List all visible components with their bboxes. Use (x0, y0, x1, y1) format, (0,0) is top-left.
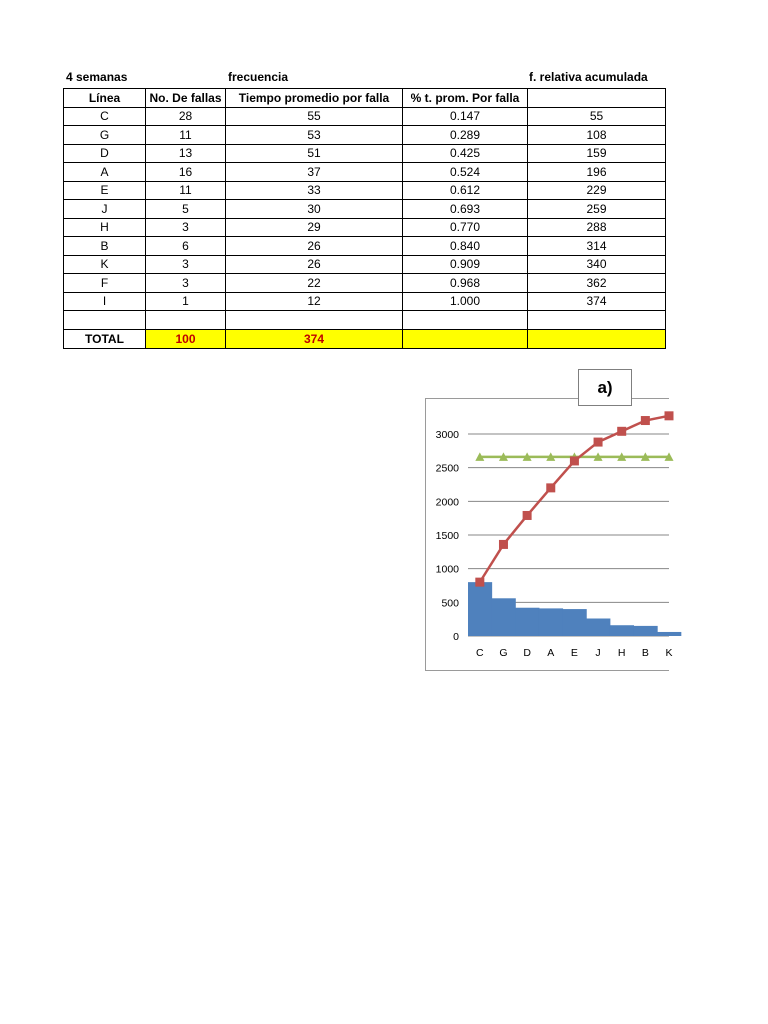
table-cell: 3 (146, 274, 226, 293)
bar (515, 608, 539, 636)
table-cell: 0.612 (403, 181, 528, 200)
table-cell: 6 (146, 237, 226, 256)
column-header: % t. prom. Por falla (403, 89, 528, 108)
header-cumulative: f. relativa acumulada (529, 70, 648, 84)
x-tick-label: H (617, 647, 626, 659)
table-cell: 196 (528, 163, 666, 182)
table-cell: 1 (146, 292, 226, 311)
table-cell: 28 (146, 107, 226, 126)
table-cell: 37 (226, 163, 403, 182)
pareto-chart (425, 398, 673, 671)
table-row (64, 163, 666, 182)
table-cell: 26 (226, 237, 403, 256)
table-cell: 3 (146, 255, 226, 274)
table-cell: 16 (146, 163, 226, 182)
table-cell: 288 (528, 218, 666, 237)
table-cell: 362 (528, 274, 666, 293)
table-cell: I (64, 292, 146, 311)
table-cell: 314 (528, 237, 666, 256)
bar (563, 609, 587, 636)
data-table (63, 88, 666, 349)
total-label: TOTAL (64, 330, 146, 349)
bar (539, 608, 563, 636)
table-cell: 259 (528, 200, 666, 219)
table-cell: G (64, 126, 146, 145)
x-tick-label: J (595, 647, 601, 659)
table-cell: 1.000 (403, 292, 528, 311)
table-cell: 22 (226, 274, 403, 293)
table-cell: 11 (146, 181, 226, 200)
table-cell: 108 (528, 126, 666, 145)
x-tick-label: D (523, 647, 531, 659)
table-cell: 0.770 (403, 218, 528, 237)
table-cell: 0.425 (403, 144, 528, 163)
cumulative-marker (665, 411, 674, 420)
column-header (528, 89, 666, 108)
cumulative-marker (499, 540, 508, 549)
table-cell: 0.289 (403, 126, 528, 145)
empty-cell (226, 311, 403, 330)
table-cell: 0.693 (403, 200, 528, 219)
table-cell: 0.147 (403, 107, 528, 126)
table-row (64, 181, 666, 200)
table-cell: H (64, 218, 146, 237)
x-tick-label: G (499, 647, 508, 659)
table-cell: 0.909 (403, 255, 528, 274)
table-cell: 12 (226, 292, 403, 311)
table-cell: 374 (528, 292, 666, 311)
header-period: 4 semanas (66, 70, 128, 84)
table-cell: D (64, 144, 146, 163)
y-tick-label: 3000 (435, 429, 459, 441)
table-row (64, 255, 666, 274)
bar (657, 632, 681, 636)
table-row (64, 218, 666, 237)
total-empty (403, 330, 528, 349)
table-cell: 51 (226, 144, 403, 163)
table-row (64, 144, 666, 163)
empty-cell (403, 311, 528, 330)
header-frequency: frecuencia (228, 70, 289, 84)
table-row (64, 274, 666, 293)
total-fallas: 100 (146, 330, 226, 349)
table-cell: C (64, 107, 146, 126)
y-tick-label: 0 (453, 631, 459, 643)
table-cell: 30 (226, 200, 403, 219)
y-tick-label: 1000 (435, 563, 459, 576)
table-cell: 29 (226, 218, 403, 237)
cumulative-marker (570, 456, 579, 465)
table-cell: 3 (146, 218, 226, 237)
table-cell: 229 (528, 181, 666, 200)
cumulative-marker (523, 511, 532, 520)
table-cell: 0.968 (403, 274, 528, 293)
total-empty (528, 330, 666, 349)
table-cell: K (64, 255, 146, 274)
table-cell: 26 (226, 255, 403, 274)
table-row (64, 126, 666, 145)
table-cell: J (64, 200, 146, 219)
table-row (64, 200, 666, 219)
table-cell: 11 (146, 126, 226, 145)
bar (634, 626, 658, 636)
y-tick-label: 500 (441, 597, 459, 610)
table-cell: B (64, 237, 146, 256)
bar (610, 625, 634, 636)
table-cell: 13 (146, 144, 226, 163)
total-tiempo: 374 (226, 330, 403, 349)
chart-label: a) (578, 369, 632, 406)
table-cell: A (64, 163, 146, 182)
table-cell: 0.840 (403, 237, 528, 256)
table-cell: 159 (528, 144, 666, 163)
cumulative-marker (617, 427, 626, 436)
bar (468, 582, 492, 636)
y-tick-label: 2500 (435, 462, 459, 475)
bar (492, 598, 516, 636)
total-row (64, 330, 666, 349)
cumulative-marker (475, 578, 484, 587)
table-row (64, 107, 666, 126)
x-tick-label: B (641, 647, 649, 659)
empty-cell (64, 311, 146, 330)
table-row (64, 237, 666, 256)
table-cell: E (64, 181, 146, 200)
empty-cell (146, 311, 226, 330)
y-tick-label: 1500 (435, 530, 459, 542)
x-tick-label: K (665, 647, 673, 659)
table-cell: 340 (528, 255, 666, 274)
x-tick-label: A (547, 647, 555, 659)
table-cell: 53 (226, 126, 403, 145)
pareto-chart-svg (426, 399, 673, 670)
empty-cell (528, 311, 666, 330)
cumulative-marker (546, 483, 555, 492)
table-cell: 55 (528, 107, 666, 126)
cumulative-marker (594, 438, 603, 447)
table-cell: 5 (146, 200, 226, 219)
cumulative-line (480, 416, 669, 582)
column-header: Tiempo promedio por falla (226, 89, 403, 108)
bar (586, 618, 610, 636)
table-cell: 0.524 (403, 163, 528, 182)
table-header-row (64, 89, 666, 108)
column-header: No. De fallas (146, 89, 226, 108)
table-row (64, 292, 666, 311)
y-tick-label: 2000 (435, 496, 459, 509)
table-cell: 55 (226, 107, 403, 126)
x-tick-label: E (570, 647, 578, 659)
blank-row (64, 311, 666, 330)
column-header: Línea (64, 89, 146, 108)
cumulative-marker (641, 416, 650, 425)
table-cell: 33 (226, 181, 403, 200)
table-cell: F (64, 274, 146, 293)
x-tick-label: C (476, 647, 484, 659)
